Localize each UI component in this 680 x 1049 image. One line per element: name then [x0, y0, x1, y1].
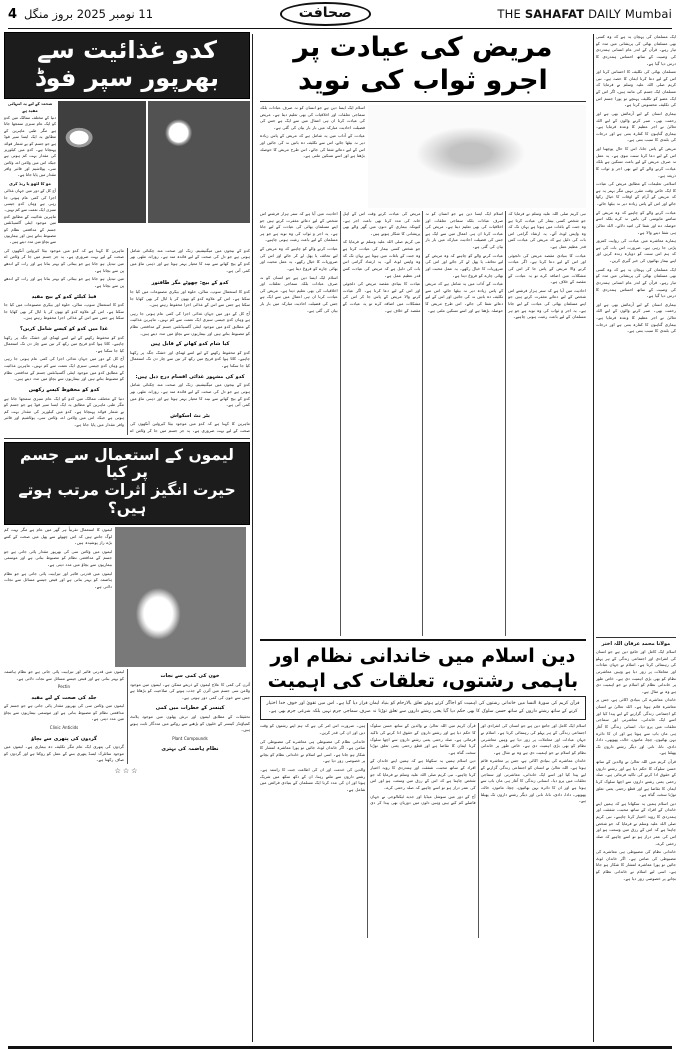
pumpkin-photo-right — [148, 101, 250, 223]
para: لیموں میں قدرتی فائبر اور تیزابیت پائی جاتی ہے جو نظام ہاضمہ کو بہتر بناتی ہے اور قبض جیسے مسائل سے نجات دلاتی ہے۔ — [4, 570, 112, 589]
para: عیادت کرنے والے کو چاہیے کہ وہ مریض کے سامنے مایوسی کی باتیں نہ کرے بلکہ اسے حوصلہ دے اور شفا کی امید دلائے۔ اللہ تعالیٰ ہی شفا دینے والا ہے۔ — [595, 209, 676, 235]
para: کدو کا استعمال سوپ، سالن، حلوہ اور بیکری مصنوعات میں کیا جا سکتا ہے۔ اس کے علاوہ کدو کو بھون کر یا ابال کر بھی کھایا جا سکتا ہے جس سے اس کے غذائی اجزا محفوظ رہتے ہیں۔ — [130, 288, 250, 308]
masthead — [4, 0, 676, 28]
para: عیادت کا بنیادی مقصد مریض کی دلجوئی اور اس کے لیے دعا کرنا ہے۔ اگر عیادت کرنے والا مریض کے پاس جا کر اس کی مشکلات میں اضافہ کرے تو یہ عیادت کے مقصد کے خلاف ہے۔ — [508, 252, 586, 285]
pumpkin-side-caption — [4, 101, 56, 246]
pumpkin-side-text: دنیا کے مختلف ممالک میں کدو کو ایک عام سبزی سمجھا جاتا ہے مگر طبی ماہرین کے مطابق یہ ایک ایسا سپر فوڈ ہے جو جسم کو بے شمار فوائد پہنچاتا ہے۔ کدو میں کیلوریز کی مقدار بہت کم ہوتی ہے جبکہ اس میں وٹامن اے، وٹامن سی، پوٹاشیم اور فائبر وافر مقدار میں پایا جاتا ہے۔ — [4, 114, 56, 178]
family-headline-line1: دین اسلام میں خاندانی نظام اور — [270, 644, 576, 667]
right-column — [596, 32, 676, 1044]
para: ایک مسلمان کی پہچان یہ ہے کہ وہ کسی بھی مسلمان بھائی کی پریشانی میں مدد کو تیار رہے۔ قرآن کے اندر عام انسانی ہمدردی کی وصیت کے ساتھ احساس ہمدردی کا درس دیا گیا ہے۔ — [595, 34, 676, 66]
para: اسلامی تعلیمات کے مطابق مریض کی عیادت کا ایک خاص وقت مقرر نہیں مگر بہتر یہ ہے کہ مریض کے آرام کے اوقات کا خیال رکھا جائے اور اس کے پاس زیادہ دیر نہ بیٹھا جائے۔ — [595, 181, 676, 206]
para: نبی کریم صلی اللہ علیہ وسلم نے فرمایا کہ جو شخص کسی بیمار کی عیادت کرتا ہے وہ جنت کے باغات میں ہوتا ہے یہاں تک کہ وہ واپس لوٹ آئے۔ یہ ارشاد گرامی اس بات کی دلیل ہے کہ مریض کی عیادت کس قدر عظیم عمل ہے۔ — [342, 239, 421, 278]
patient-photo — [368, 105, 586, 208]
para: کدو کے بیجوں میں میگنیشیم، زنک اور صحت مند چکنائی شامل ہوتی ہے جو دل کی صحت کے لیے فائدہ مند ہے۔ روزانہ مٹھی بھر کدو کے بیج کھانے سے نیند کا معیار بہتر ہوتا ہے اور ذہنی تناؤ میں کمی آتی ہے۔ — [130, 247, 250, 273]
pumpkin-subhead-4: کیا شام کدو کھانے کے قابل ہیں — [150, 341, 230, 348]
lemon-headline — [4, 442, 250, 525]
article-pumpkin — [4, 32, 250, 435]
para: کدو کو محفوظ رکھنے کے لیے اسے ٹھنڈی اور خشک جگہ پر رکھنا چاہیے۔ کاٹا ہوا کدو فریج میں رکھ کر تین سے چار دن تک استعمال کیا جا سکتا ہے۔ — [4, 334, 124, 353]
para: آج کل کے دور میں جہاں غذائی اجزا کی کمی عام ہوتی جا رہی ہے وہاں کدو جیسی سبزی ایک نعمت سے کم نہیں۔ ماہرین غذائیت کے مطابق کدو میں موجود اینٹی آکسیڈنٹس جسم کے مدافعتی نظام کو مضبوط بناتے ہیں اور بیماریوں سے بچاؤ میں مدد دیتے ہیں۔ — [130, 310, 250, 336]
right-column-body-top — [596, 34, 676, 634]
para: دین اسلام ہمیں یہ سکھاتا ہے کہ ہمیں اپنے خاندان کے افراد کے ساتھ محبت، شفقت اور ہمدردی کا رویہ اختیار کرنا چاہیے۔ نبی کریم صلی اللہ علیہ وسلم نے فرمایا کہ جو شخص چاہتا ہے کہ اس کے رزق میں وسعت ہو اور اس کی عمر دراز ہو تو اسے چاہیے کہ صلہ رحمی کرے۔ — [370, 758, 476, 790]
pumpkin-body-top — [4, 248, 250, 277]
patient-photo-row — [260, 105, 586, 208]
left-divider — [4, 438, 250, 439]
middle-column — [255, 32, 591, 1044]
family-body — [260, 723, 586, 938]
para: اسلام ایک ایسا دین ہے جو انسان کو نہ صرف عبادات بلکہ سماجی تعلقات اور اخلاقیات کی بھی تعلیم دیتا ہے۔ مریض کی عیادت کرنا ان ہی اعمال میں سے ایک ہے جس کی فضیلت احادیث مبارکہ میں بار بار بیان کی گئی ہے۔ — [259, 104, 365, 130]
edition-brand: SAHAFAT — [524, 7, 585, 21]
para: لیموں کا استعمال تقریباً ہر گھر میں عام ہے مگر بہت کم لوگ جانتے ہیں کہ اس چھوٹے سے پھل میں صحت کے کتنے بڑے راز پوشیدہ ہیں۔ — [4, 526, 112, 546]
column-separator-2 — [593, 34, 594, 1042]
para: قرآن کریم میں اللہ تعالیٰ نے والدین کے ساتھ حسن سلوک کا حکم دیا ہے اور رشتے داروں کے حقوق ادا کرنے کی تاکید فرمائی ہے۔ صلہ رحمی یعنی رشتے داروں سے اچھا سلوک کرنا ایمان کا تقاضا ہے اور قطع رحمی یعنی تعلق توڑنا سخت گناہ ہے۔ — [370, 723, 476, 755]
para: خاندانی نظام کی مضبوطی ہی معاشرے کی مضبوطی کی ضامن ہے۔ اگر خاندان ٹوٹ جائیں تو پورا معاشرہ انتشار کا شکار ہو جاتا ہے۔ اسی لیے اسلام نے خاندانی نظام کو بچانے پر خصوصی زور دیا ہے۔ — [259, 738, 366, 764]
para: دین اسلام ہمیں یہ سکھاتا ہے کہ ہمیں اپنے خاندان کے افراد کے ساتھ محبت، شفقت اور ہمدردی کا رویہ اختیار کرنا چاہیے۔ نبی کریم صلی اللہ علیہ وسلم نے فرمایا کہ جو شخص چاہتا ہے کہ اس کے رزق میں وسعت ہو اور اس کی عمر دراز ہو تو اسے چاہیے کہ صلہ رحمی کرے۔ — [595, 800, 676, 846]
headline-rule — [260, 101, 586, 102]
para: لیموں میں وٹامن سی کی بھرپور مقدار پائی جاتی ہے جو جسم کے مدافعتی نظام کو مضبوط بناتی ہے اور موسمی بیماریوں سے بچاؤ میں مدد دیتی ہے۔ — [4, 548, 112, 568]
para: نبی کریم صلی اللہ علیہ وسلم نے فرمایا کہ جو شخص کسی بیمار کی عیادت کرتا ہے وہ جنت کے باغات میں ہوتا ہے یہاں تک کہ وہ واپس لوٹ آئے۔ یہ ارشاد گرامی اس بات کی دلیل ہے کہ مریض کی عیادت کس قدر عظیم عمل ہے۔ — [508, 210, 586, 249]
para: خاندان معاشرے کی بنیادی اکائی ہے، جس پر معاشرہ قائم ہوتا ہے۔ اللہ تعالیٰ نے انسان کو اجتماعی زندگی گزارنے کے لیے پیدا کیا اور اسے ایک خاندانی، معاشرتی اور سماجی تعلقات میں پرو دیا۔ انسانی زندگی کا آغاز ہی ماں باپ سے ہوتا ہے اور ان کا دائرہ بہن بھائیوں، چچا، ماموں، خالہ، پھوپھی، دادا، دادی، نانا، نانی اور دیگر رشتے داروں تک پھیلتا ہے۔ — [480, 758, 586, 804]
masthead-left — [8, 7, 153, 22]
lemon-headline-line1: لیموں کے استعمال سے جسم پر کیا — [20, 445, 234, 482]
pectin-label: Pectin — [57, 684, 71, 690]
para: احادیث میں آیا ہے کہ ستر ہزار فرشتے اس شخص کے لیے دعائے مغفرت کرتے ہیں جو اپنے مسلمان بھائی کی عیادت کے لیے جاتا ہے۔ یہ اجر و ثواب کی وہ نوید ہے جو ہر مسلمان کے لیے باعث رغبت ہونی چاہیے۔ — [259, 210, 338, 243]
lemon-lead-row — [4, 527, 250, 667]
para: والدین کی خدمت اور ان کی اطاعت جنت کا راستہ ہے۔ رشتے داروں سے ملتے رہنا، ان کے دکھ سکھ میں شریک ہونا اور ان کی مدد کرنا ایک مسلمان کے بنیادی فرائض میں شامل ہے۔ — [259, 767, 366, 792]
para: آج کے دور میں سوشل میڈیا اور جدید ٹیکنالوجی نے جہاں فاصلے کم کیے ہیں وہیں دلوں میں دوریاں بھی پیدا کر دی ہیں۔ ضرورت اس امر کی ہے کہ ہم اپنے رشتوں کو وقت دیں اور ان کی قدر کریں۔ — [259, 723, 476, 806]
pumpkin-subhead-5: کدو کی مشہور غذائی اقسام درج ذیل ہیں: — [135, 373, 245, 380]
middle-divider — [260, 639, 586, 641]
column-separator-1 — [252, 34, 253, 1042]
lemon-subhead-2: کینسر کے خطرات میں کمی — [155, 705, 225, 712]
family-byline: مولانا محمد عرفان اللہ اختر — [601, 641, 671, 647]
family-headline-line2: باہمی رشتوں، تعلقات کی اہمیت — [267, 669, 579, 692]
pumpkin-body-main — [4, 276, 250, 434]
para: عیادت کا بنیادی مقصد مریض کی دلجوئی اور اس کے لیے دعا کرنا ہے۔ اگر عیادت کرنے والا مریض کے پاس جا کر اس کی مشکلات میں اضافہ کرے تو یہ عیادت کے مقصد کے خلاف ہے۔ — [342, 281, 421, 313]
para: خاندانی نظام کی مضبوطی ہی معاشرے کی مضبوطی کی ضامن ہے۔ اگر خاندان ٹوٹ جائیں تو پورا معاشرہ انتشار کا شکار ہو جاتا ہے۔ اسی لیے اسلام نے خاندانی نظام کو بچانے پر خصوصی زور دیا ہے۔ — [595, 849, 676, 881]
family-headline-block — [260, 644, 586, 693]
patient-side-text — [260, 105, 365, 208]
clinic-label: Clinic Anticids — [49, 725, 79, 731]
page-number: 4 — [8, 6, 18, 22]
family-standfirst: قرآن کریم کی سورۃ النسا میں خاندانی رشتوں کی اہمیت کو اجاگر کرتے ہوئے تعلق بالارحام کو بنیاد ایمان قرار دیا گیا ہے۔ اس میں تقویٰ اور خوف خدا اختیار کرنے کے ساتھ رشتے داروں کے ساتھ حسن سلوک کا بھی حکم دیا گیا یعنی رشتے داروں سے تعلق توڑنا نہ صرف سماجی جرم نہیں بلکہ شرعی جرم بھی ہے۔ — [266, 701, 580, 715]
para: آج کل کے دور میں جہاں غذائی اجزا کی کمی عام ہوتی جا رہی ہے وہاں کدو جیسی سبزی ایک نعمت سے کم نہیں۔ ماہرین غذائیت کے مطابق کدو میں موجود اینٹی آکسیڈنٹس جسم کے مدافعتی نظام کو مضبوط بناتے ہیں اور بیماریوں سے بچاؤ میں مدد دیتے ہیں۔ — [4, 356, 124, 382]
publication-date: 11 نومبر 2025 بروز منگل — [24, 7, 154, 21]
pumpkin-subhead-6: بٹر نٹ اسکواش — [170, 412, 210, 419]
pumpkin-subhead-3: غذا میں کدو کو کیسے شامل کریں؟ — [19, 326, 109, 332]
para: اسلام ایک ایسا دین ہے جو انسان کو نہ صرف عبادات بلکہ سماجی تعلقات اور اخلاقیات کی بھی تعلیم دیتا ہے۔ مریض کی عیادت کرنا ان ہی اعمال میں سے ایک ہے جس کی فضیلت احادیث مبارکہ میں بار بار بیان کی گئی ہے۔ — [425, 210, 504, 249]
para: لیموں میں وٹامن سی کی بھرپور مقدار پائی جاتی ہے جو جسم کے مدافعتی نظام کو مضبوط بناتی ہے اور موسمی بیماریوں سے بچاؤ میں مدد دیتی ہے۔ — [4, 703, 124, 722]
pumpkin-headline: کدو غذائیت سے بھرپور سپر فوڈ — [4, 32, 250, 99]
pumpkin-photo-row — [4, 101, 250, 246]
para: دنیا کے مختلف ممالک میں کدو کو ایک عام سبزی سمجھا جاتا ہے مگر طبی ماہرین کے مطابق یہ ایک ایسا سپر فوڈ ہے جو جسم کو بے شمار فوائد پہنچاتا ہے۔ کدو میں کیلوریز کی مقدار بہت کم ہوتی ہے جبکہ اس میں وٹامن اے، وٹامن سی، پوٹاشیم اور فائبر وافر مقدار میں پایا جاتا ہے۔ — [4, 395, 124, 428]
para: قرآن کریم میں اللہ تعالیٰ نے والدین کے ساتھ حسن سلوک کا حکم دیا ہے اور رشتے داروں کے حقوق ادا کرنے کی تاکید فرمائی ہے۔ صلہ رحمی یعنی رشتے داروں سے اچھا سلوک کرنا ایمان کا تقاضا ہے اور قطع رحمی یعنی تعلق توڑنا سخت گناہ ہے۔ — [595, 759, 676, 798]
lemon-photo — [115, 527, 246, 667]
sahafat-logo: صحافت — [280, 2, 371, 26]
para: ماہرین کا کہنا ہے کہ کدو میں موجود بیٹا کیروٹین آنکھوں کی صحت کے لیے بہت ضروری ہے۔ یہ جز جسم میں جا کر وٹامن اے میں تبدیل ہو جاتا ہے جو بینائی کو بہتر بناتا ہے اور رات کے اندھے پن سے بچاتا ہے۔ — [4, 276, 250, 434]
lemon-lead-text — [4, 527, 112, 667]
left-column — [4, 32, 250, 1044]
lemon-subhead-1: خون کی کمی سے نجات — [160, 672, 220, 679]
para: عیادت کے آداب میں یہ شامل ہے کہ مریض کے پاس زیادہ دیر نہ بیٹھا جائے، اس سے تکلیف دہ باتیں نہ کی جائیں اور اس کے لیے دعائے شفا کی جائے۔ اس طرح مریض کا حوصلہ بڑھتا ہے اور اسے تسکین ملتی ہے۔ — [259, 133, 365, 159]
para-text: تحقیقات کے مطابق لیموں اور ترش پھلوں میں موجود پلانٹ کمپاؤنڈز کینسر کے خلیوں کو بڑھنے سے روکنے میں مددگار ثابت ہوتے ہیں۔ — [130, 713, 250, 733]
para: اسلام ایک کامل اور جامع دین ہے جو انسان کی انفرادی اور اجتماعی زندگی کے ہر پہلو کی رہنمائی کرتا ہے۔ اسلام نے جہاں عبادات اور معاملات پر زور دیا ہے وہیں معاشرتی نظام کو بھی بڑی اہمیت دی ہے۔ خاص طور پر خاندانی نظام کو اسلام نے جو اہمیت دی ہے وہ بے مثال ہے۔ — [480, 723, 586, 755]
para: احادیث میں آیا ہے کہ ستر ہزار فرشتے اس شخص کے لیے دعائے مغفرت کرتے ہیں جو اپنے مسلمان بھائی کی عیادت کے لیے جاتا ہے۔ یہ اجر و ثواب کی وہ نوید ہے جو ہر مسلمان کے لیے باعث رغبت ہونی چاہیے۔ — [508, 287, 586, 320]
lemon-subhead-4: جلد کی صحت کے لیے مفید — [31, 694, 97, 701]
para: ہمارے معاشرے میں عیادت کی روایت کمزور پڑتی جا رہی ہے۔ ضرورت اس بات کی ہے کہ ہم اس سنت کو دوبارہ زندہ کریں اور اپنے بیمار بھائیوں کی خبر گیری کریں۔ — [595, 238, 676, 263]
para: کدو کو محفوظ رکھنے کے لیے اسے ٹھنڈی اور خشک جگہ پر رکھنا چاہیے۔ کاٹا ہوا کدو فریج میں رکھ کر تین سے چار دن تک استعمال کیا جا سکتا ہے۔ — [130, 349, 250, 369]
caption-line-2: مو کا لٹھو یا ربڈ کری — [9, 180, 51, 186]
pumpkin-side-text-2: آج کل کے دور میں جہاں غذائی اجزا کی کمی عام ہوتی جا رہی ہے وہاں کدو جیسی سبزی ایک نعمت سے کم نہیں۔ ماہرین غذائیت کے مطابق کدو میں موجود اینٹی آکسیڈنٹس جسم کے مدافعتی نظام کو مضبوط بناتے ہیں اور بیماریوں سے بچاؤ میں مدد دیتے ہیں۔ — [4, 188, 56, 245]
para: آئرن کی کمی کا علاج لیموں کے ذریعے ممکن ہے۔ لیموں میں موجود وٹامن سی جسم میں آئرن کے جذب ہونے کی صلاحیت کو بڑھاتا ہے جس سے خون کی کمی دور ہوتی ہے۔ — [130, 681, 250, 700]
para: مریض کے پاس جانا، اس کا حال پوچھنا اور اس کے لیے دعا کرنا سنت نبوی ہے۔ یہ عمل نہ صرف مریض کے لیے باعث تسکین ہے بلکہ عیادت کرنے والے کے لیے بھی اجر و ثواب کا ذریعہ ہے۔ — [595, 146, 676, 178]
para: خاندان معاشرے کی بنیادی اکائی ہے، جس پر معاشرہ قائم ہوتا ہے۔ اللہ تعالیٰ نے انسان کو اجتماعی زندگی گزارنے کے لیے پیدا کیا اور اسے ایک خاندانی، معاشرتی اور سماجی تعلقات میں پرو دیا۔ انسانی زندگی کا آغاز ہی ماں باپ سے ہوتا ہے اور ان کا دائرہ بہن بھائیوں، چچا، ماموں، خالہ، پھوپھی، دادا، دادی، نانا، نانی اور دیگر رشتے داروں تک پھیلتا ہے۔ — [595, 697, 676, 756]
patient-visit-headline: مریض کی عیادت پر اجرو ثواب کی نوید — [293, 32, 553, 96]
para: مریض کی عیادت کرتے وقت اس کے اہل خانہ کی مدد کرنا بھی باعث اجر ہے۔ کیونکہ بیماری کے دنوں میں گھر والے بھی پریشانی کا شکار ہوتے ہیں۔ — [342, 210, 421, 236]
family-standfirst-box — [260, 696, 586, 720]
plant-compounds-label: Plant Compounds — [172, 735, 208, 741]
lemon-subhead-5: گردوں کی پتھری سے بچاؤ — [31, 735, 97, 742]
page-body — [4, 29, 676, 1044]
para: اسلام ایک ایسا دین ہے جو انسان کو نہ صرف عبادات بلکہ سماجی تعلقات اور اخلاقیات کی بھی تعلیم دیتا ہے۔ مریض کی عیادت کرنا ان ہی اعمال میں سے ایک ہے جس کی فضیلت احادیث مبارکہ میں بار بار بیان کی گئی ہے۔ — [259, 274, 338, 313]
para: لیموں میں قدرتی فائبر اور تیزابیت پائی جاتی ہے جو نظام ہاضمہ کو بہتر بناتی ہے اور قبض جیسے مسائل سے نجات دلاتی ہے۔ — [4, 668, 124, 681]
para: کدو کے بیجوں میں میگنیشیم، زنک اور صحت مند چکنائی شامل ہوتی ہے جو دل کی صحت کے لیے فائدہ مند ہے۔ روزانہ مٹھی بھر کدو کے بیج کھانے سے نیند کا معیار بہتر ہوتا ہے اور ذہنی تناؤ میں کمی آتی ہے۔ — [130, 382, 250, 408]
pumpkin-subhead-1: کدو کے بیج: چھوٹے مگر طاقتور — [151, 280, 229, 287]
para: ایک مسلمان کی پہچان یہ ہے کہ وہ کسی بھی مسلمان بھائی کی پریشانی میں مدد کو تیار رہے۔ قرآن کے اندر عام انسانی ہمدردی کی وصیت کے ساتھ احساس ہمدردی کا درس دیا گیا ہے۔ — [595, 266, 676, 299]
pumpkin-subhead-7: کدو کو محفوظ کیسے رکھیں — [28, 386, 100, 393]
para: مسلمان بھائی کی تکلیف کا احساس کرنا اور اس کے لیے دعا کرنا ایمان کا حصہ ہے۔ نبی کریم صلی اللہ علیہ وسلم نے فرمایا کہ مسلمان ایک جسم کی مانند ہیں، اگر اس کے ایک عضو کو تکلیف پہنچے تو پورا جسم اس کی تکلیف محسوس کرتا ہے۔ — [595, 69, 676, 108]
para — [130, 714, 250, 734]
para: کدو کا استعمال سوپ، سالن، حلوہ اور بیکری مصنوعات میں کیا جا سکتا ہے۔ اس کے علاوہ کدو کو بھون کر یا ابال کر بھی کھایا جا سکتا ہے جس سے اس کے غذائی اجزا محفوظ رہتے ہیں۔ — [4, 302, 124, 321]
article-lemon — [4, 442, 250, 775]
family-head-row — [260, 644, 586, 693]
para: گردوں کی پتھری ایک عام مگر تکلیف دہ بیماری ہے۔ لیموں میں موجود سائٹرک ایسڈ پتھری بننے کے عمل کو روکتا ہے اور گردوں کو صاف رکھتا ہے۔ — [4, 744, 124, 763]
para: اسلام ایک کامل اور جامع دین ہے جو انسان کی انفرادی اور اجتماعی زندگی کے ہر پہلو کی رہنمائی کرتا ہے۔ اسلام نے جہاں عبادات اور معاملات پر زور دیا ہے وہیں معاشرتی نظام کو بھی بڑی اہمیت دی ہے۔ خاص طور پر خاندانی نظام کو اسلام نے جو اہمیت دی ہے وہ بے مثال ہے۔ — [595, 649, 676, 694]
patient-visit-body — [260, 211, 586, 636]
lemon-headline-line2: حیرت انگیز اثرات مرتب ہوتے ہیں؟ — [18, 481, 236, 518]
para: عیادت کے آداب میں یہ شامل ہے کہ مریض کے پاس زیادہ دیر نہ بیٹھا جائے، اس سے تکلیف دہ باتیں نہ کی جائیں اور اس کے لیے دعائے شفا کی جائے۔ اس طرح مریض کا حوصلہ بڑھتا ہے اور اسے تسکین ملتی ہے۔ — [425, 281, 504, 313]
para: عیادت کرنے والے کو چاہیے کہ وہ مریض کے لیے تحائف یا پھل لے کر جائے اور اس کی ضروریات کا خیال رکھے۔ یہ عمل محبت اور بھائی چارے کو فروغ دیتا ہے۔ — [425, 252, 504, 278]
pumpkin-photo-left — [58, 101, 146, 223]
right-column-body-bottom — [596, 649, 676, 979]
edition-suffix: DAILY Mumbai — [584, 7, 672, 21]
edition-prefix: THE — [497, 7, 525, 21]
caption-line-1: صحت کے لیے یہ انتہائی مفید ہے — [7, 101, 53, 113]
article-family-system — [260, 644, 586, 938]
para: عیادت کرنے والے کو چاہیے کہ وہ مریض کے لیے تحائف یا پھل لے کر جائے اور اس کی ضروریات کا خیال رکھے۔ یہ عمل محبت اور بھائی چارے کو فروغ دیتا ہے۔ — [259, 246, 338, 271]
para: بیماری انسان کے لیے آزمائش بھی ہے اور رحمت بھی۔ صبر کرنے والوں کے لیے اللہ تعالیٰ نے اجر عظیم کا وعدہ فرمایا ہے۔ بیماری گناہوں کا کفارہ بنتی ہے اور درجات کی بلندی کا سبب بنتی ہے۔ — [595, 301, 676, 334]
lemon-subhead-3: نظام ہاضمہ کی بہتری — [161, 746, 219, 753]
para: بیماری انسان کے لیے آزمائش بھی ہے اور رحمت بھی۔ صبر کرنے والوں کے لیے اللہ تعالیٰ نے اجر عظیم کا وعدہ فرمایا ہے۔ بیماری گناہوں کا کفارہ بنتی ہے اور درجات کی بلندی کا سبب بنتی ہے۔ — [595, 110, 676, 143]
pumpkin-subhead-2: فیڈ کیلئے کدو کے بیج مفید — [31, 293, 97, 300]
end-mark: ☆☆☆ — [114, 767, 140, 776]
right-divider — [596, 637, 676, 638]
lemon-body — [4, 669, 250, 764]
para: ماہرین کا کہنا ہے کہ کدو میں موجود بیٹا کیروٹین آنکھوں کی صحت کے لیے بہت ضروری ہے۔ یہ جز جسم میں جا کر وٹامن اے میں تبدیل ہو جاتا ہے جو بینائی کو بہتر بناتا ہے اور رات کے اندھے پن سے بچاتا ہے۔ — [4, 247, 124, 273]
edition-label — [497, 7, 672, 21]
article-patient-visit — [260, 32, 586, 636]
